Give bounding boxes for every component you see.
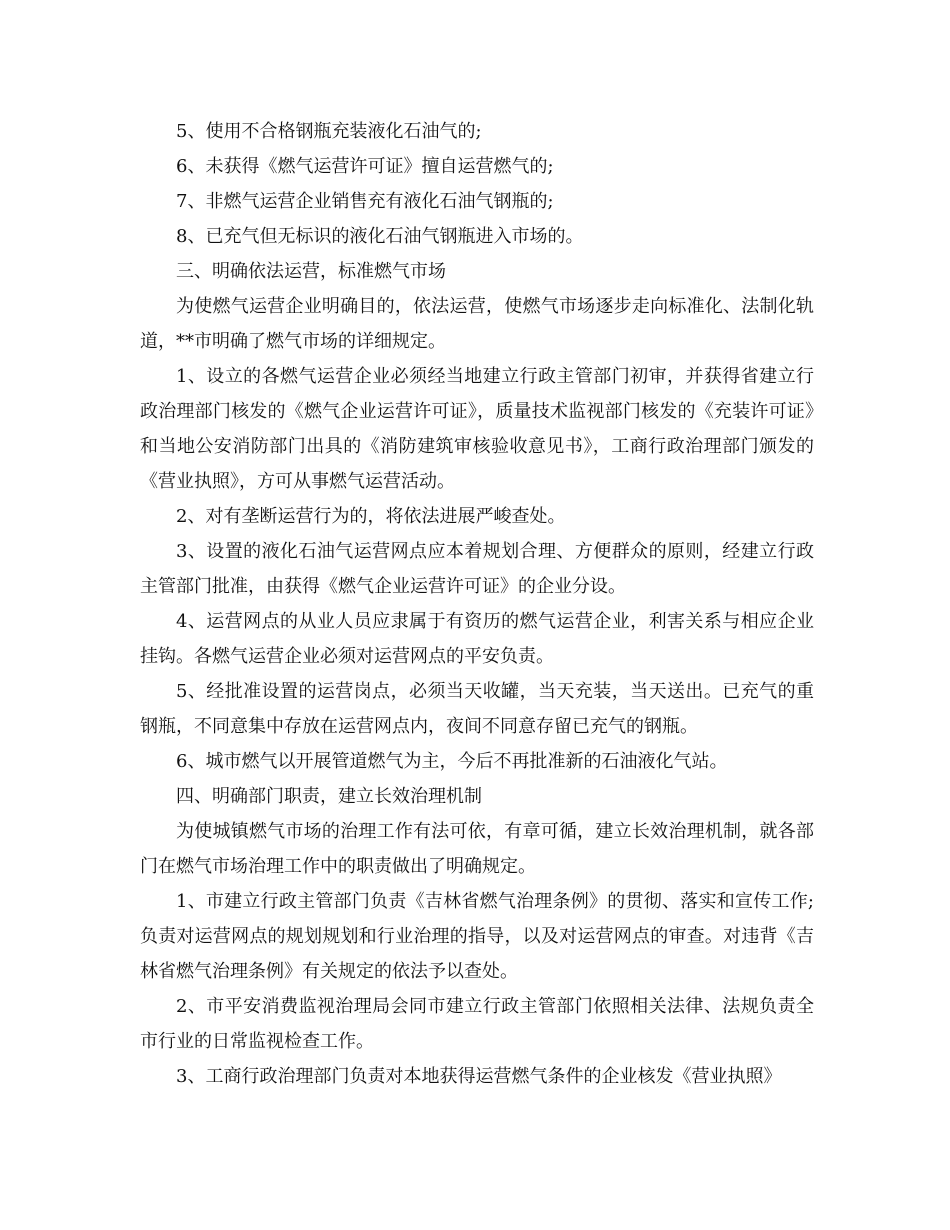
paragraph-1: 5、使用不合格钢瓶充装液化石油气的; bbox=[176, 121, 482, 142]
paragraph-7: 1、设立的各燃气运营企业必须经当地建立行政主管部门初审，并获得省建立行政治理部门核发的《燃气企业运营许可证》，质量技术监视部门核发的《充装许可证》和当地公安消防部门出具的《消防建筑审核验收意见书》，工商行政治理部门颁发的《营业执照》，方可从事燃气运营活动。 bbox=[140, 366, 814, 492]
paragraph-6: 为使燃气运营企业明确目的，依法运营，使燃气市场逐步走向标准化、法制化轨道，**市明确了燃气市场的详细规定。 bbox=[140, 296, 814, 352]
paragraph-11: 5、经批准设置的运营岗点，必须当天收罐，当天充装，当天送出。已充气的重钢瓶，不同意集中存放在运营网点内，夜间不同意存留已充气的钢瓶。 bbox=[140, 681, 814, 737]
paragraph-3: 7、非燃气运营企业销售充有液化石油气钢瓶的; bbox=[176, 191, 554, 212]
paragraph-8: 2、对有垄断运营行为的，将依法进展严峻查处。 bbox=[176, 506, 566, 527]
paragraph-4: 8、已充气但无标识的液化石油气钢瓶进入市场的。 bbox=[176, 226, 584, 247]
paragraph-12: 6、城市燃气以开展管道燃气为主，今后不再批准新的石油液化气站。 bbox=[176, 751, 728, 772]
paragraph-10: 4、运营网点的从业人员应隶属于有资历的燃气运营企业，利害关系与相应企业挂钩。各燃气运营企业必须对运营网点的平安负责。 bbox=[140, 611, 814, 667]
paragraph-15: 1、市建立行政主管部门负责《吉林省燃气治理条例》的贯彻、落实和宣传工作;负责对运营网点的规划规划和行业治理的指导，以及对运营网点的审查。对违背《吉林省燃气治理条例》有关规定的依法予以查处。 bbox=[140, 891, 814, 982]
section-heading-4: 四、明确部门职责，建立长效治理机制 bbox=[176, 786, 482, 807]
section-heading-3: 三、明确依法运营，标准燃气市场 bbox=[176, 261, 446, 282]
paragraph-14: 为使城镇燃气市场的治理工作有法可依，有章可循，建立长效治理机制，就各部门在燃气市场治理工作中的职责做出了明确规定。 bbox=[140, 821, 814, 877]
document-body bbox=[140, 114, 814, 1094]
paragraph-2: 6、未获得《燃气运营许可证》擅自运营燃气的; bbox=[176, 156, 554, 177]
paragraph-16: 2、市平安消费监视治理局会同市建立行政主管部门依照相关法律、法规负责全市行业的日常监视检查工作。 bbox=[140, 996, 814, 1052]
paragraph-9: 3、设置的液化石油气运营网点应本着规划合理、方便群众的原则，经建立行政主管部门批准，由获得《燃气企业运营许可证》的企业分设。 bbox=[140, 541, 814, 597]
paragraph-17: 3、工商行政治理部门负责对本地获得运营燃气条件的企业核发《营业执照》 bbox=[176, 1066, 782, 1087]
